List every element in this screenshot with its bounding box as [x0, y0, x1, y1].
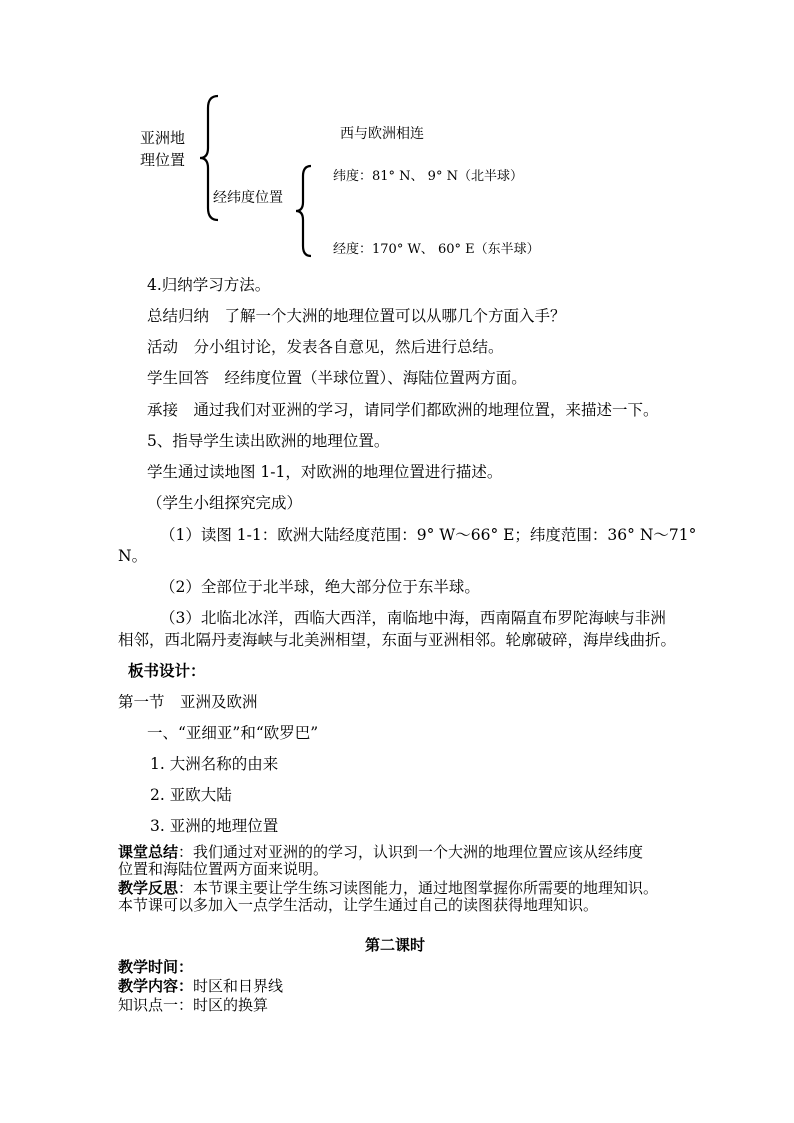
paragraph-summarize-method: 4.归纳学习方法。	[147, 276, 271, 294]
diagram-root-label-line2: 理位置	[140, 151, 186, 169]
class-summary	[118, 844, 643, 878]
board-section: 第一节 亚洲及欧洲	[118, 693, 258, 711]
paragraph-guide-europe: 5、指导学生读出欧洲的地理位置。	[147, 432, 390, 450]
lesson2-content-label: 教学内容：	[118, 977, 194, 995]
class-summary-text-line1: ：我们通过对亚洲的的学习，认识到一个大洲的地理位置应该从经纬度	[178, 843, 644, 861]
diagram-latitude: 纬度：81° N、 9° N（北半球）	[333, 169, 523, 184]
board-item-3: 3. 亚洲的地理位置	[150, 817, 279, 835]
board-item-title: 一、“亚细亚”和“欧罗巴”	[147, 724, 319, 742]
class-summary-text-line2: 位置和海陆位置两方面来说明。	[118, 860, 329, 878]
small-brace-icon	[293, 164, 315, 258]
lesson2-content	[118, 975, 283, 996]
paragraph-point3-line2: 相邻，西北隔丹麦海峡与北美洲相望，东面与亚洲相邻。轮廓破碎，海岸线曲折。	[118, 631, 677, 649]
class-summary-label: 课堂总结	[118, 843, 179, 861]
paragraph-point3-line1: （3）北临北冰洋，西临大西洋，南临地中海，西南隔直布罗陀海峡与非洲	[160, 609, 666, 627]
teaching-reflection-label: 教学反思	[118, 879, 179, 897]
diagram-root-label-line1: 亚洲地	[140, 129, 186, 147]
teaching-reflection	[118, 880, 658, 914]
teaching-reflection-text-line1: ：本节课主要让学生练习读图能力，通过地图掌握你所需要的地理知识。	[178, 879, 659, 897]
diagram-lower-branch: 经纬度位置	[213, 190, 283, 206]
lesson2-content-value: 时区和日界线	[193, 977, 284, 995]
paragraph-point1-line1: （1）读图 1-1：欧洲大陆经度范围：9° W～66° E；纬度范围：36° N～71°	[160, 526, 697, 544]
lesson2-time-label: 教学时间：	[118, 958, 194, 976]
paragraph-summary-question: 总结归纳 了解一个大洲的地理位置可以从哪几个方面入手？	[147, 307, 566, 325]
board-item-1: 1. 大洲名称的由来	[150, 755, 279, 773]
diagram-root-label	[140, 127, 185, 171]
paragraph-point1-line2: N。	[118, 547, 148, 565]
paragraph-transition: 承接 通过我们对亚洲的学习，请同学们都欧洲的地理位置，来描述一下。	[147, 401, 659, 419]
board-heading: 板书设计：	[128, 661, 206, 680]
lesson2-title: 第二课时	[365, 936, 426, 954]
paragraph-read-map: 学生通过读地图 1-1，对欧洲的地理位置进行描述。	[147, 463, 503, 481]
lesson2-knowledge-point: 知识点一：时区的换算	[118, 996, 269, 1014]
board-item-2: 2. 亚欧大陆	[150, 786, 232, 804]
paragraph-student-answer: 学生回答 经纬度位置（半球位置）、海陆位置两方面。	[147, 369, 527, 387]
diagram-upper-branch: 西与欧洲相连	[340, 126, 424, 142]
paragraph-activity: 活动 分小组讨论，发表各自意见，然后进行总结。	[147, 338, 504, 356]
diagram-longitude: 经度：170° W、 60° E（东半球）	[333, 242, 540, 257]
paragraph-point2: （2）全部位于北半球，绝大部分位于东半球。	[160, 578, 480, 596]
paragraph-group-explore: （学生小组探究完成）	[147, 494, 303, 512]
teaching-reflection-text-line2: 本节课可以多加入一点学生活动，让学生通过自己的读图获得地理知识。	[118, 896, 599, 914]
